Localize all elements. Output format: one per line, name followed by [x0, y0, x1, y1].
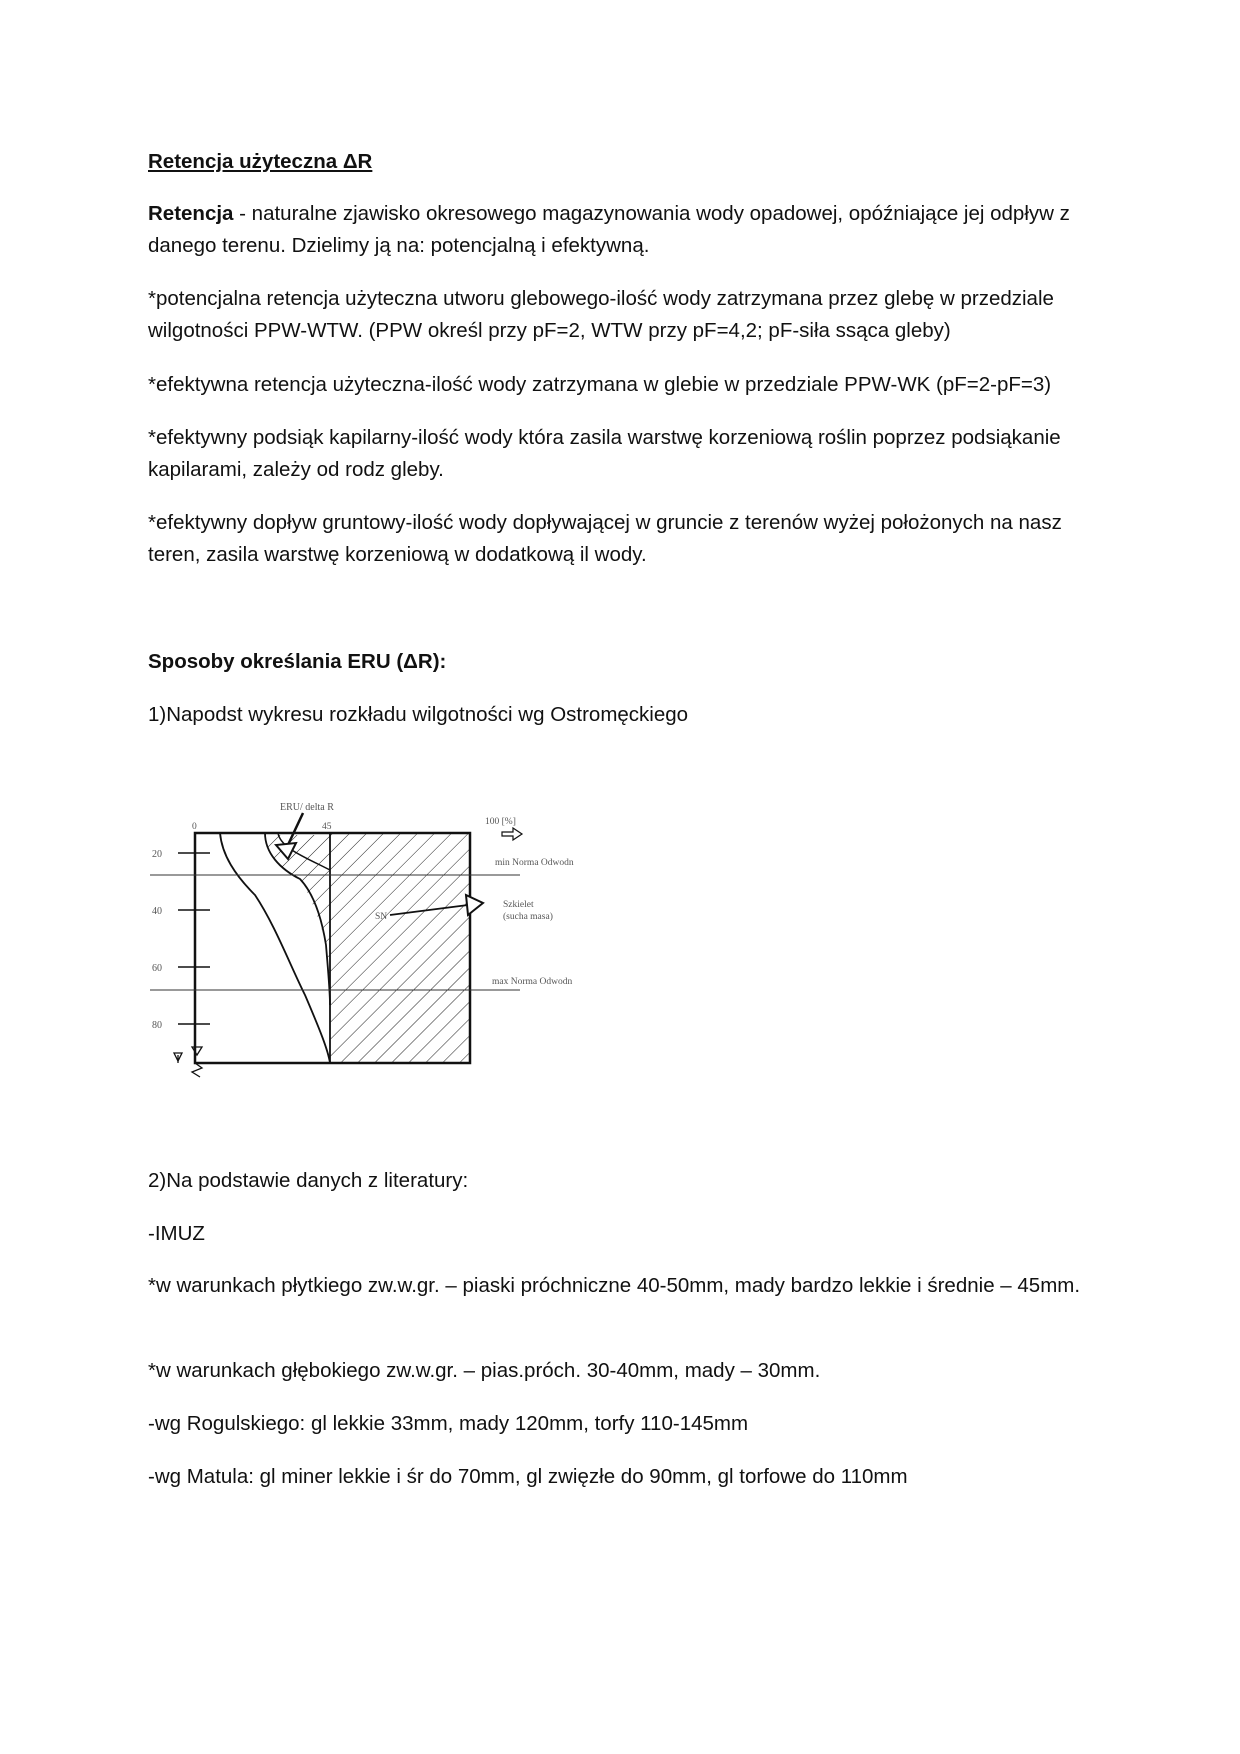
imuz-deep: *w warunkach głębokiego zw.w.gr. – pias.próch. 30-40mm, mady – 30mm.: [148, 1359, 821, 1382]
x-label-0: 0: [192, 822, 197, 832]
intro-paragraph: [148, 198, 1098, 262]
method-1-label: 1)Napodst wykresu rozkładu wilgotności wg Ostromęckiego: [148, 703, 689, 726]
imuz-shallow: *w warunkach płytkiego zw.w.gr. – piaski próchniczne 40-50mm, mady bardzo lekkie i średnie – 45mm.: [148, 1274, 1081, 1297]
min-norm-label: min Norma Odwodn: [495, 858, 574, 868]
skeleton-region: [330, 833, 470, 1063]
definition-effective-retention: *efektywna retencja użyteczna-ilość wody zatrzymana w glebie w przedziale PPW-WK (pF=2-pF=3): [148, 373, 1052, 396]
sn-label: SN: [375, 912, 388, 922]
imuz-label: -IMUZ: [148, 1222, 205, 1245]
skeleton-arrow-head-icon: [466, 895, 483, 915]
definition-capillary-rise: *efektywny podsiąk kapilarny-ilość wody która zasila warstwę korzeniową roślin poprzez podsiąkanie kapilarami, zależy od rodz gleby.: [148, 426, 1061, 481]
max-norm-label: max Norma Odwodn: [492, 977, 573, 987]
moisture-distribution-diagram: [150, 795, 610, 1095]
diagram-svg: [150, 795, 610, 1095]
matula-values: -wg Matula: gl miner lekkie i śr do 70mm, gl zwięzłe do 90mm, gl torfowe do 110mm: [148, 1465, 908, 1488]
eru-label: ERU/ delta R: [280, 802, 334, 813]
definition-potential-retention: *potencjalna retencja użyteczna utworu glebowego-ilość wody zatrzymana przez glebę w przedziale wilgotności PPW-WTW. (PPW określ przy pF=2, WTW przy pF=4,2; pF-siła ssąca gleby): [148, 287, 1054, 342]
groundwater-level-icon: [192, 1047, 202, 1055]
y-label-80: 80: [152, 1020, 162, 1031]
y-label-40: 40: [152, 906, 162, 917]
methods-heading: Sposoby określania ERU (ΔR):: [148, 650, 447, 673]
x-label-45: 45: [322, 822, 332, 832]
rogulski-values: -wg Rogulskiego: gl lekkie 33mm, mady 120mm, torfy 110-145mm: [148, 1412, 749, 1435]
intro-definition: - naturalne zjawisko okresowego magazynowania wody opadowej, opóźniające jej odpływ z danego terenu. Dzielimy ją na: potencjalną i efektywną.: [148, 202, 1070, 257]
skeleton-label-2: (sucha masa): [503, 912, 553, 922]
soil-break-icon: [192, 1063, 202, 1077]
intro-term: Retencja: [148, 202, 234, 225]
y-label-60: 60: [152, 963, 162, 974]
y-label-20: 20: [152, 849, 162, 860]
x-axis-arrow-icon: [502, 828, 522, 840]
page-title: Retencja użyteczna ΔR: [148, 150, 373, 173]
skeleton-label-1: Szkielet: [503, 900, 534, 910]
x-label-100: 100 [%]: [485, 817, 516, 827]
method-2-label: 2)Na podstawie danych z literatury:: [148, 1169, 469, 1192]
definition-groundwater-inflow: *efektywny dopływ gruntowy-ilość wody dopływającej w gruncie z terenów wyżej położonych na nasz teren, zasila warstwę korzeniową w dodatkową il wody.: [148, 511, 1062, 566]
